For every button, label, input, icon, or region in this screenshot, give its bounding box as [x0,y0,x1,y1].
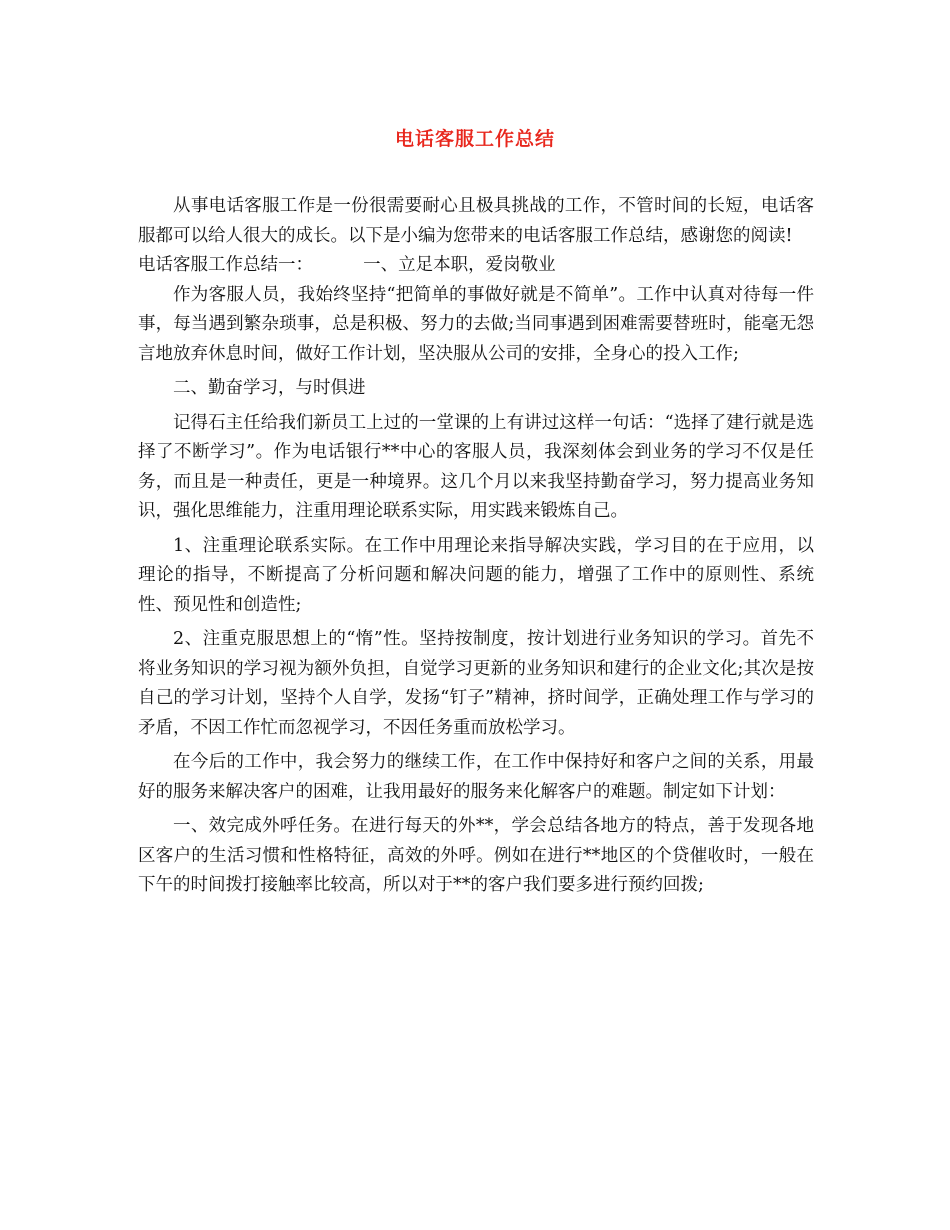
paragraph-heading-study: 二、勤奋学习，与时俱进 [173,378,366,398]
document-body [138,192,814,901]
paragraph-plan-1: 一、效完成外呼任务。在进行每天的外**，学会总结各地方的特点，善于发现各地区客户的生活习惯和性格特征，高效的外呼。例如在进行**地区的个贷催收时，一般在下午的时间拨打接触率比较高，所以对于**的客户我们要多进行预约回拨; [138,816,814,895]
paragraph-section-heading: 电话客服工作总结一： 一、立足本职，爱岗敬业 [138,255,556,275]
paragraph-future: 在今后的工作中，我会努力的继续工作，在工作中保持好和客户之间的关系，用最好的服务来解决客户的困难，让我用最好的服务来化解客户的难题。制定如下计划： [138,752,814,802]
paragraph-intro: 从事电话客服工作是一份很需要耐心且极具挑战的工作，不管时间的长短，电话客服都可以给人很大的成长。以下是小编为您带来的电话客服工作总结，感谢您的阅读! [138,196,814,246]
paragraph-point-2: 2、注重克服思想上的“惰”性。坚持按制度，按计划进行业务知识的学习。首先不将业务知识的学习视为额外负担，自觉学习更新的业务知识和建行的企业文化;其次是按自己的学习计划，坚持个人自学，发扬“钉子”精神，挤时间学，正确处理工作与学习的矛盾，不因工作忙而忽视学习，不因任务重而放松学习。 [138,629,814,738]
paragraph-duty: 作为客服人员，我始终坚持“把简单的事做好就是不简单”。工作中认真对待每一件事，每当遇到繁杂琐事，总是积极、努力的去做;当同事遇到困难需要替班时，能毫无怨言地放弃休息时间，做好工作计划，坚决服从公司的安排，全身心的投入工作; [138,284,814,364]
paragraph-point-1: 1、注重理论联系实际。在工作中用理论来指导解决实践，学习目的在于应用，以理论的指导，不断提高了分析问题和解决问题的能力，增强了工作中的原则性、系统性、预见性和创造性; [138,535,814,615]
document-title: 电话客服工作总结 [394,128,555,150]
paragraph-study: 记得石主任给我们新员工上过的一堂课的上有讲过这样一句话：“选择了建行就是选择了不断学习”。作为电话银行**中心的客服人员，我深刻体会到业务的学习不仅是任务，而且是一种责任，更是一种境界。这几个月以来我坚持勤奋学习，努力提高业务知识，强化思维能力，注重用理论联系实际，用实践来锻炼自己。 [138,412,814,521]
